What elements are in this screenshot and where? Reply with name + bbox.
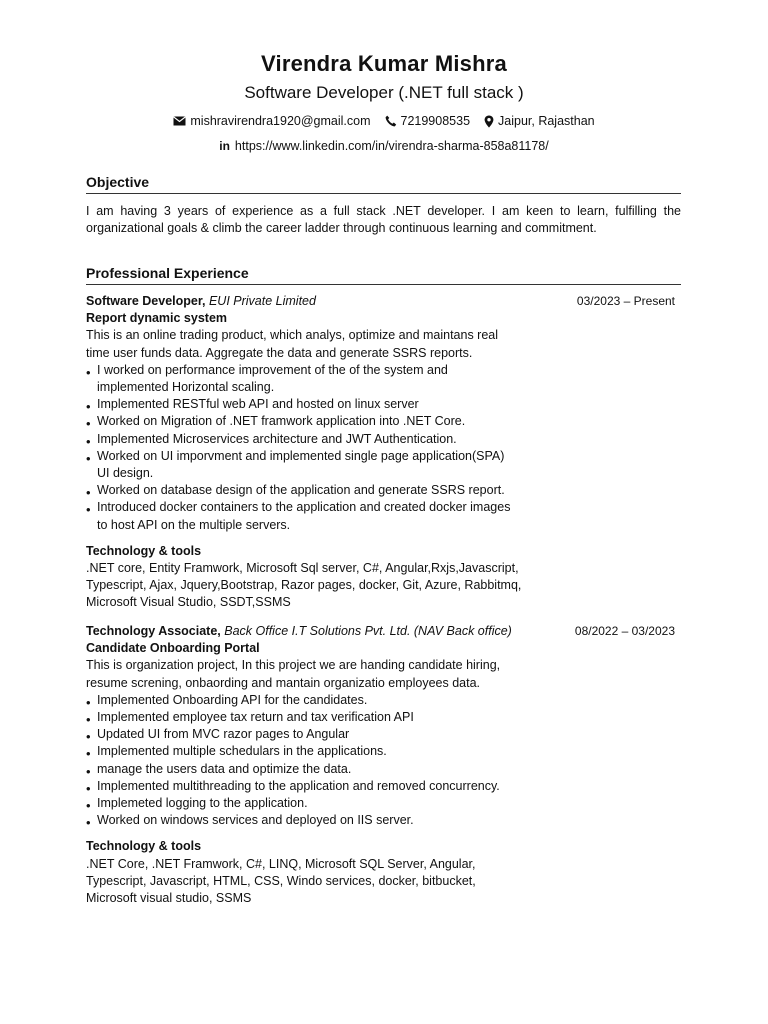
job-header	[86, 623, 681, 640]
list-item: • Implemented RESTful web API and hosted on linux server	[86, 396, 516, 413]
tech-tools-heading: Technology & tools	[86, 839, 202, 854]
list-item: • Updated UI from MVC razor pages to Angular	[86, 726, 516, 743]
job-entry	[86, 623, 681, 907]
contact-row	[0, 113, 768, 129]
list-item: • Implemeted logging to the application.	[86, 795, 516, 812]
candidate-name: Virendra Kumar Mishra	[261, 51, 507, 76]
list-item: • Worked on UI imporvment and implemented single page application(SPA) UI design.	[86, 448, 516, 482]
envelope-icon	[173, 116, 186, 126]
linkedin-row	[0, 138, 768, 154]
list-item: • manage the users data and optimize the data.	[86, 761, 516, 778]
tech-tools-list: .NET core, Entity Framwork, Microsoft Sql server, C#, Angular,Rxjs,Javascript, Typescript, Ajax, Jquery,Bootstrap, Razor pages, docker, Git, Azure, Rabbitmq, Microsoft Visual Studio, SSDT,SSMS	[86, 561, 522, 610]
list-item: • Worked on windows services and deployed on IIS server.	[86, 812, 516, 829]
list-item: • Implemented employee tax return and tax verification API	[86, 709, 516, 726]
phone-icon	[385, 115, 397, 127]
linkedin-icon: in	[219, 139, 230, 153]
list-item: • Worked on Migration of .NET framwork application into .NET Core.	[86, 413, 516, 430]
project-title: Report dynamic system	[86, 311, 228, 326]
list-item: • Implemented Microservices architecture and JWT Authentication.	[86, 431, 516, 448]
job-dates: 08/2022 – 03/2023	[574, 624, 675, 638]
project-title: Candidate Onboarding Portal	[86, 641, 260, 656]
job-header	[86, 293, 681, 310]
list-item: • Implemented Onboarding API for the candidates.	[86, 692, 516, 709]
section-title-experience: Professional Experience	[86, 265, 681, 285]
project-description: This is an online trading product, which analys, optimize and maintans real time user funds data. Aggregate the data and generate SSRS reports.	[86, 328, 499, 360]
responsibility-list	[86, 362, 516, 534]
objective-text: I am having 3 years of experience as a full stack .NET developer. I am keen to learn, fulfilling the organizational goals & climb the career ladder through continuous learning and commitment.	[86, 204, 681, 236]
list-item: • Implemented multithreading to the application and removed concurrency.	[86, 778, 516, 795]
linkedin-link[interactable]: https://www.linkedin.com/in/virendra-sharma-858a81178/	[234, 139, 549, 153]
list-item: • Introduced docker containers to the application and created docker images to host API on the multiple servers.	[86, 499, 516, 533]
project-description: This is organization project, In this project we are handing candidate hiring, resume screning, onbaording and mantain organizatio employees data.	[86, 658, 501, 690]
resume-header	[0, 50, 768, 154]
job-dates: 03/2023 – Present	[576, 294, 675, 308]
tech-tools-heading: Technology & tools	[86, 543, 202, 558]
location-pin-icon	[484, 115, 494, 128]
email-link[interactable]: mishravirendra1920@gmail.com	[190, 114, 371, 128]
company-name: EUI Private Limited	[205, 294, 316, 308]
tech-tools-list: .NET Core, .NET Framwork, C#, LINQ, Microsoft SQL Server, Angular, Typescript, Javascript, HTML, CSS, Windo services, docker, bitbucket, Microsoft visual studio, SSMS	[86, 856, 476, 906]
list-item: • Implemented multiple schedulars in the applications.	[86, 743, 516, 760]
phone-number[interactable]: 7219908535	[400, 114, 471, 128]
company-name: Back Office I.T Solutions Pvt. Ltd. (NAV Back office)	[220, 624, 512, 638]
list-item: • I worked on performance improvement of the of the system and implemented Horizontal scaling.	[86, 362, 516, 396]
list-item: • Worked on database design of the application and generate SSRS report.	[86, 482, 516, 499]
job-entry	[86, 293, 681, 612]
responsibility-list	[86, 692, 516, 830]
section-title-objective: Objective	[86, 174, 681, 194]
job-title: Technology Associate,	[86, 624, 221, 638]
job-headline: Software Developer (.NET full stack )	[244, 83, 524, 102]
job-title: Software Developer,	[86, 294, 206, 308]
location-text: Jaipur, Rajasthan	[498, 114, 595, 128]
